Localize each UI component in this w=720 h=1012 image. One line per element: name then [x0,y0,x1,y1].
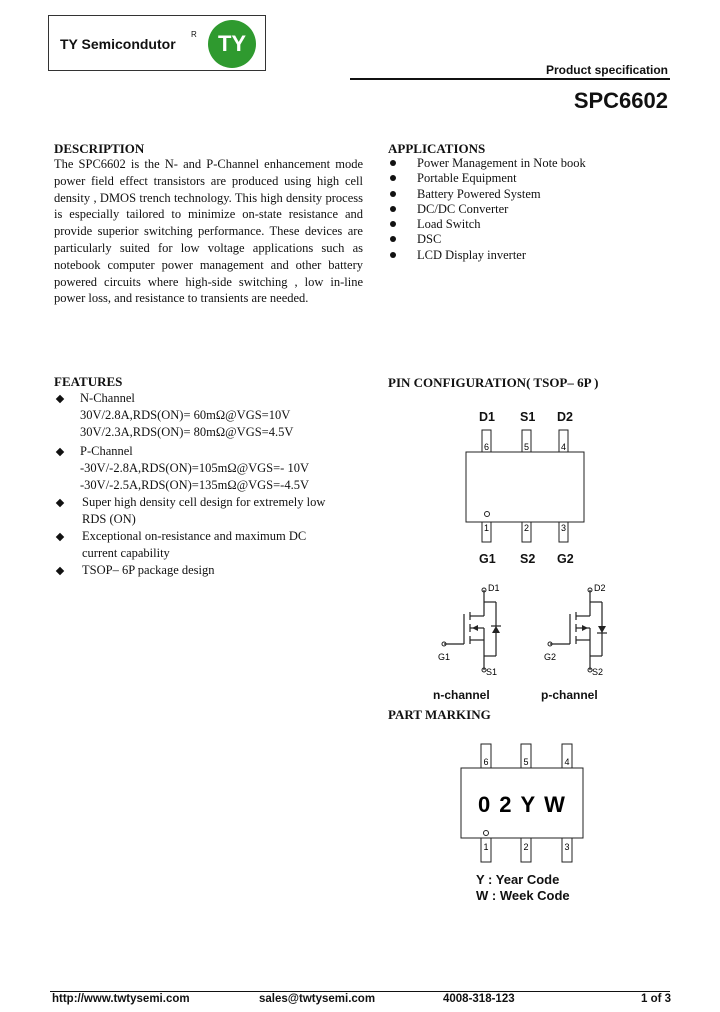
pin-config-title: PIN CONFIGURATION( TSOP– 6P ) [388,375,599,390]
legend-week-code: W : Week Code [476,888,570,903]
page-number: 1 of 3 [641,993,672,1005]
company-name: TY Semicondutor [60,36,176,52]
pin-label-s2: S2 [520,552,536,566]
pin-number: 6 [483,442,490,452]
part-number: SPC6602 [573,88,668,113]
pin-label-s1: S1 [520,410,536,424]
p-channel-caption: p-channel [541,688,598,702]
drain-label: D1 [488,583,500,593]
feature-on-resistance: Exceptional on-resistance and maximum DC [82,529,307,543]
pin-label-g1: G1 [479,552,496,566]
list-item: LCD Display inverter [388,248,586,263]
features-title: FEATURES [54,374,123,389]
pin-number: 2 [523,523,530,533]
bullet-icon [390,236,396,242]
feature-package: TSOP– 6P package design [82,563,215,577]
feature-cell-density: Super high density cell design for extremely low [82,495,326,509]
feature-on-resistance-cont: current capability [82,546,170,560]
list-item: DSC [388,232,586,247]
marking-code: 02YW [478,792,574,817]
description-title: DESCRIPTION [54,141,145,156]
pin-number: 3 [564,842,570,852]
feature-n-channel: N-Channel [80,391,135,405]
diamond-bullet-icon [56,567,64,575]
pin-number: 5 [523,442,530,452]
list-item: Load Switch [388,217,586,232]
source-label: S2 [592,667,604,677]
bullet-icon [390,221,396,227]
bullet-icon [390,191,396,197]
feature-n-spec-2: 30V/2.3A,RDS(ON)= 80mΩ@VGS=4.5V [80,425,294,439]
footer-phone: 4008-318-123 [443,993,515,1005]
applications-title: APPLICATIONS [388,141,486,156]
pin-number: 5 [523,757,529,767]
footer-email-link[interactable]: sales@twtysemi.com [259,993,376,1005]
pin-number: 1 [483,523,490,533]
drain-label: D2 [594,583,606,593]
logo-mark: TY [217,31,247,56]
pin-label-d2: D2 [557,410,573,424]
list-item: Battery Powered System [388,187,586,202]
legend-year-code: Y : Year Code [476,872,560,887]
diamond-bullet-icon [56,533,64,541]
package-body [466,452,584,522]
pin-number: 1 [483,842,489,852]
pin-number: 4 [564,757,570,767]
pin-label-g2: G2 [557,552,574,566]
applications-list [388,156,586,263]
feature-p-channel: P-Channel [80,444,133,458]
n-channel-mosfet-symbol [434,580,514,680]
pin-number: 2 [523,842,529,852]
part-marking-title: PART MARKING [388,707,491,722]
bullet-icon [390,175,396,181]
gate-label: G1 [438,652,451,662]
registered-mark: R [191,30,197,39]
source-label: S1 [486,667,498,677]
feature-p-spec-2: -30V/-2.5A,RDS(ON)=135mΩ@VGS=-4.5V [80,478,309,492]
list-item: Power Management in Note book [388,156,586,171]
p-channel-mosfet-symbol [540,580,620,680]
diamond-bullet-icon [56,395,64,403]
part-marking-diagram [458,742,588,872]
bullet-icon [390,160,396,166]
footer-rule [50,991,670,992]
list-item: DC/DC Converter [388,202,586,217]
tsop6-package-diagram [460,428,590,544]
n-channel-caption: n-channel [433,688,490,702]
diamond-bullet-icon [56,448,64,456]
bullet-icon [390,252,396,258]
feature-cell-density-cont: RDS (ON) [82,512,136,526]
footer-website-link[interactable]: http://www.twtysemi.com [52,993,190,1005]
pin-label-d1: D1 [479,410,495,424]
feature-n-spec-1: 30V/2.8A,RDS(ON)= 60mΩ@VGS=10V [80,408,291,422]
bullet-icon [390,206,396,212]
gate-label: G2 [544,652,557,662]
product-spec-label: Product specification [545,63,668,77]
pin-number: 6 [483,757,489,767]
header-rule [350,78,670,80]
description-text: The SPC6602 is the N- and P-Channel enhancement mode power field effect transistors are produced using high cell density , DMOS trench technology. This high density process is especially tailored to minimize on-state resistance and provide superior switching performance. These devices are particularly suited for low voltage applications such as notebook computer power management and other battery powered circuits where high-side switching , low in-line power loss, and resistance to transients are needed. [54,157,363,306]
list-item: Portable Equipment [388,171,586,186]
pin-number: 4 [560,442,567,452]
pin-number: 3 [560,523,567,533]
diamond-bullet-icon [56,499,64,507]
feature-p-spec-1: -30V/-2.8A,RDS(ON)=105mΩ@VGS=- 10V [80,461,309,475]
